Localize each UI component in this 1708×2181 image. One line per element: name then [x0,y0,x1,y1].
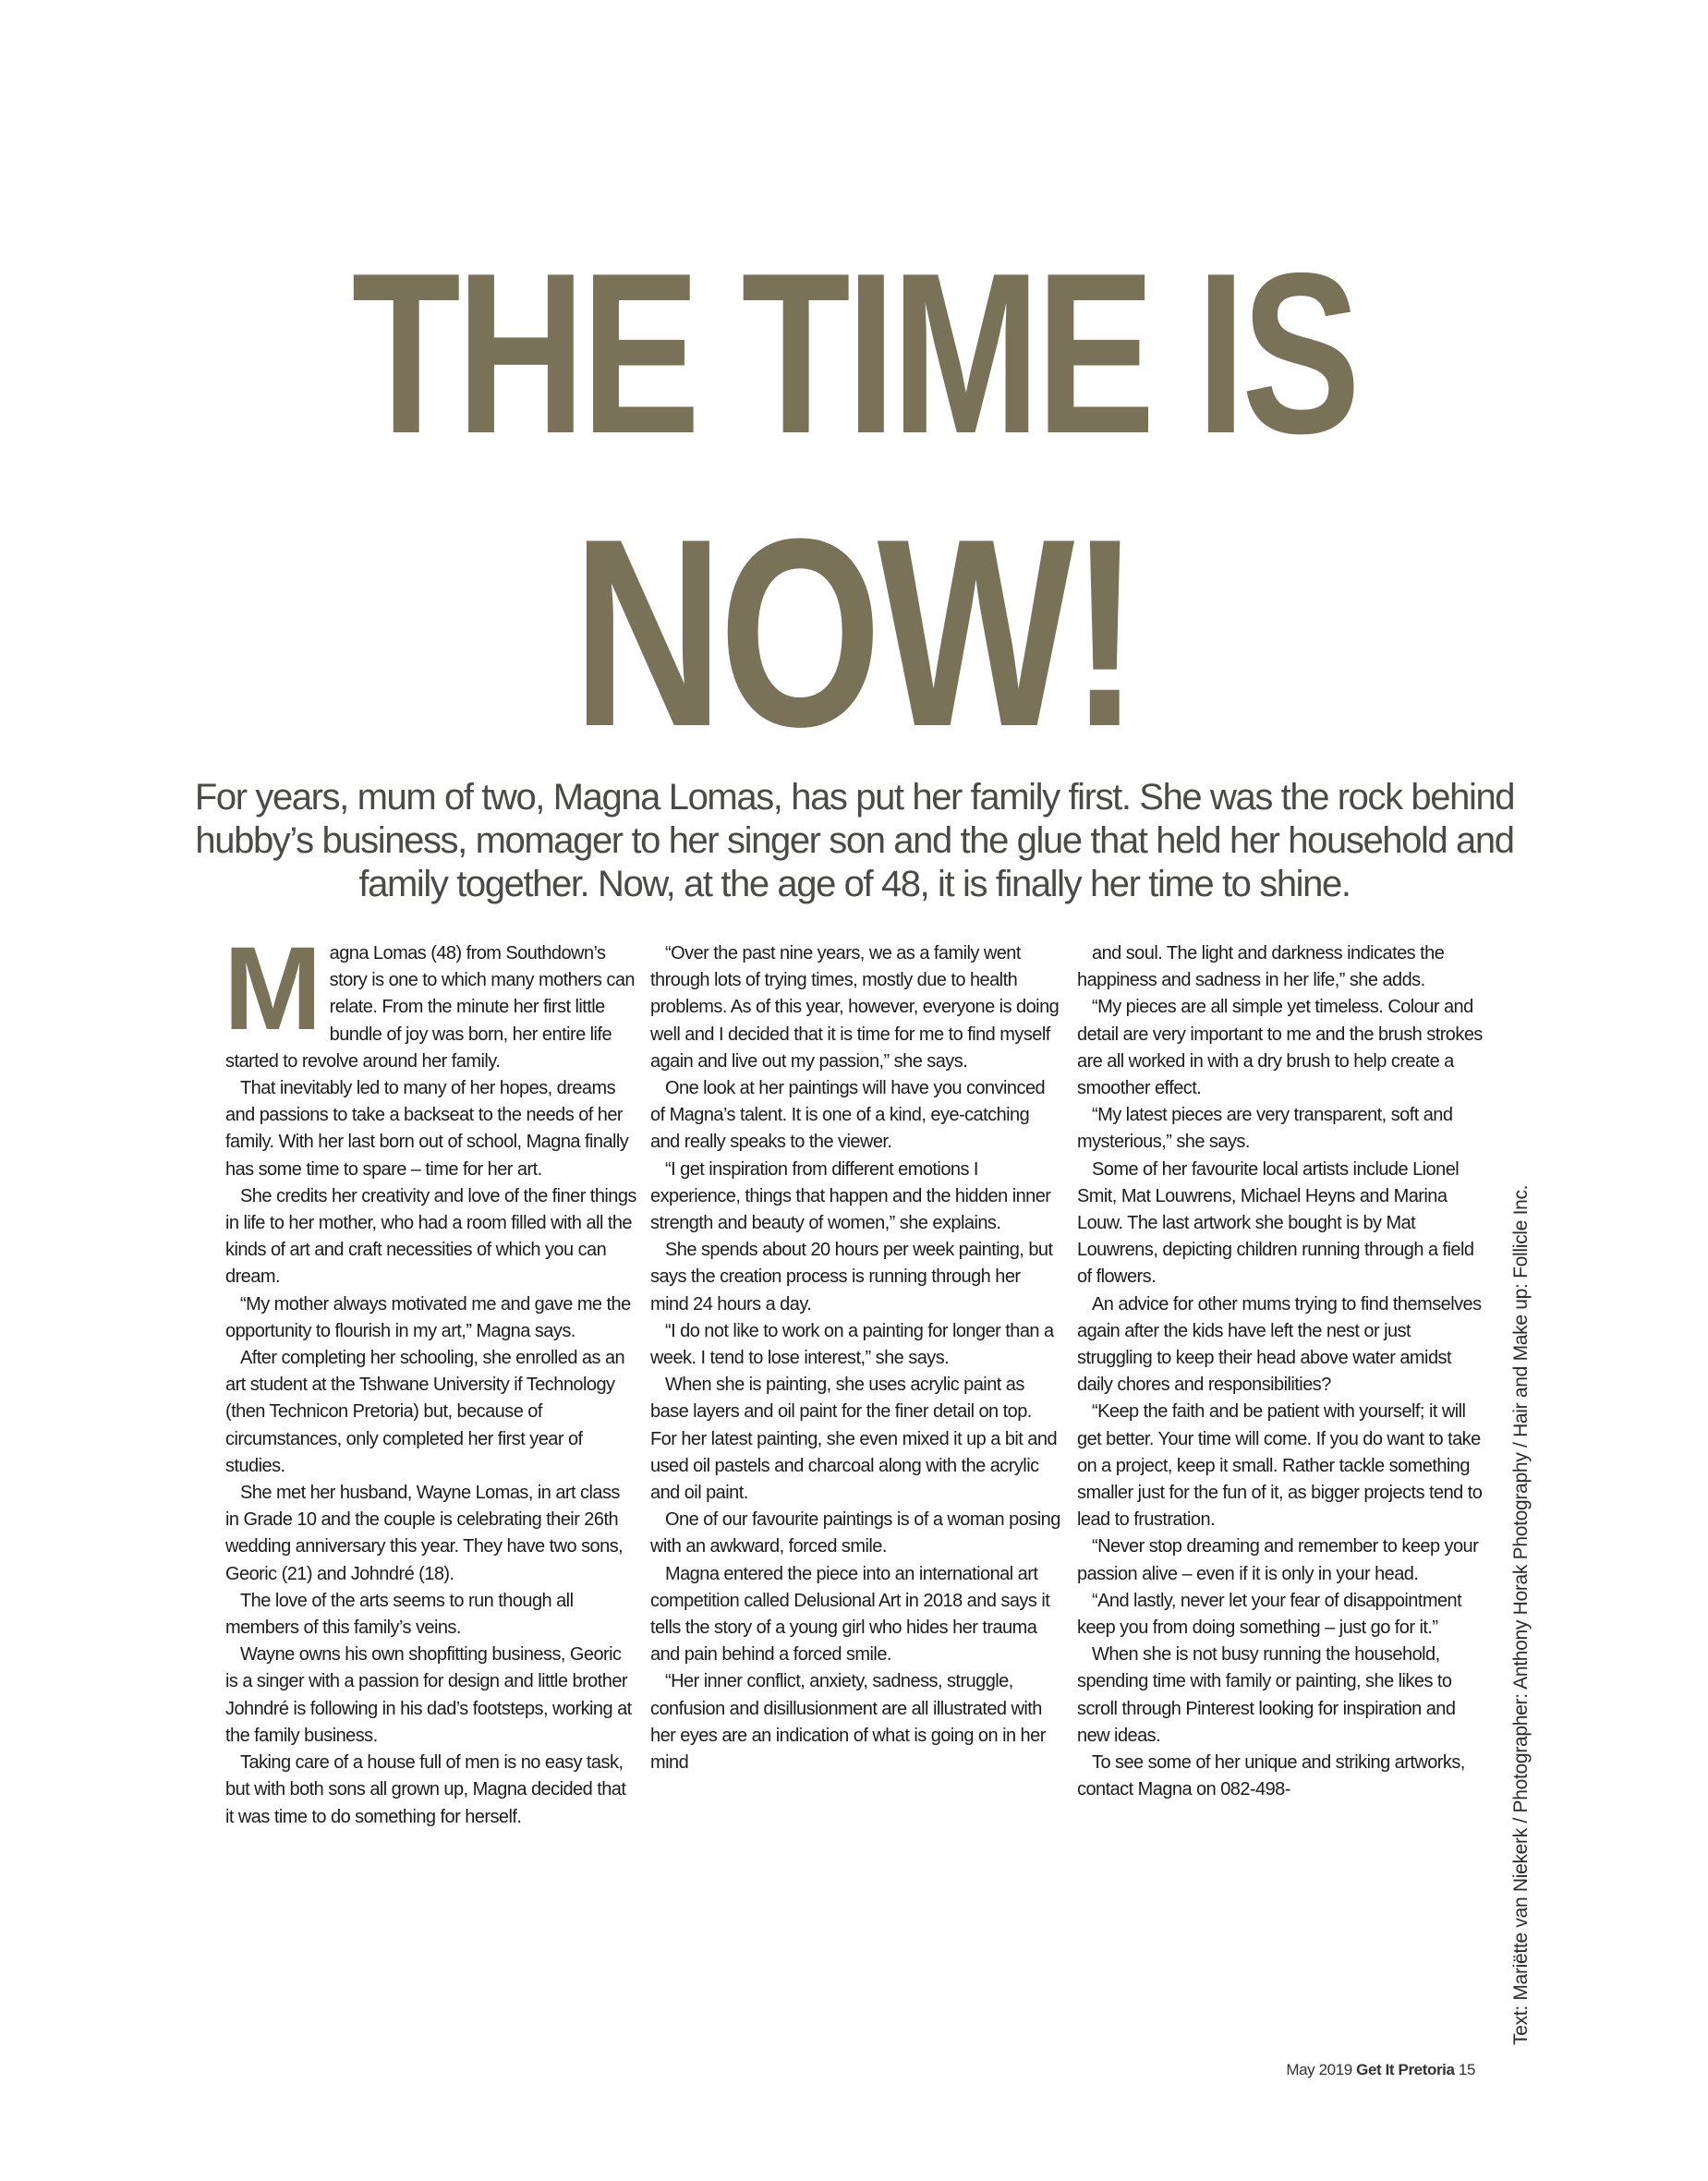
paragraph: Taking care of a house full of men is no easy task, but with both sons all grown up, Magna decided that it was time to do something for herself. [225,1752,626,1827]
paragraph: “Over the past nine years, we as a family went through lots of trying times, mostly due to health problems. As of this year, however, everyone is doing well and I decided that it is time for me to find myself again and live out my passion,” she says. [650,943,1060,1072]
paragraph: Wayne owns his own shopfitting business, Georic is a singer with a passion for design and little brother Johndré is following in his dad’s footsteps, working at the family business. [225,1644,632,1746]
footer-date: May 2019 [1286,2061,1352,2078]
paragraph: and soul. The light and darkness indicates the happiness and sadness in her life,” she adds. [1077,943,1445,991]
standfirst: For years, mum of two, Magna Lomas, has put her family first. She was the rock behind hubby’s business, momager to her singer son and the glue that held her household and family together. Now, at the age of 48, it is finally her time to shine. [194,777,1515,904]
headline-line-2: NOW! [572,483,1136,782]
headline-line-1: THE TIME IS [351,224,1357,481]
paragraph: Some of her favourite local artists include Lionel Smit, Mat Louwrens, Michael Heyns and Marina Louw. The last artwork she bought is by Mat Louwrens, depicting children running through a field of flowers. [1077,1158,1474,1288]
paragraph: When she is not busy running the household, spending time with family or painting, she likes to scroll through Pinterest looking for inspiration and new ideas. [1077,1644,1456,1746]
paragraph: To see some of her unique and striking artworks, contact Magna on 082-498- [1077,1752,1465,1800]
paragraph: “My mother always motivated me and gave me the opportunity to flourish in my art,” Magna says. [225,1293,631,1341]
paragraph: She spends about 20 hours per week painting, but says the creation process is running through her mind 24 hours a day. [650,1240,1053,1315]
page-footer [1286,2061,1475,2079]
drop-cap: M [224,923,321,1055]
paragraph: “My pieces are all simple yet timeless. Colour and detail are very important to me and the brush strokes are all worked in with a dry brush to help create a smoother effect. [1077,997,1483,1099]
paragraph: The love of the arts seems to run though all members of this family’s veins. [225,1590,574,1639]
paragraph: When she is painting, she uses acrylic paint as base layers and oil paint for the finer detail on top. For her latest painting, she even mixed it up a bit and used oil pastels and charcoal along with the acrylic and oil paint. [650,1375,1058,1504]
paragraph: “Her inner conflict, anxiety, sadness, struggle, confusion and disillusionment are all illustrated with her eyes are an indication of what is going on in her mind [650,1671,1046,1774]
paragraph: One of our favourite paintings is of a woman posing with an awkward, forced smile. [650,1509,1060,1557]
paragraph: An advice for other mums trying to find themselves again after the kids have left the nest or just struggling to keep their head above water amidst daily chores and responsibilities? [1077,1293,1482,1396]
article-column-1 [224,923,636,1831]
paragraph: Magna entered the piece into an international art competition called Delusional Art in 2018 and says it tells the story of a young girl who hides her trauma and pain behind a forced smile. [650,1563,1050,1666]
article-column-2 [650,940,1061,1776]
paragraph: “Never stop dreaming and remember to keep your passion alive – even if it is only in your head. [1077,1536,1479,1584]
paragraph: “I get inspiration from different emotions I experience, things that happen and the hidden inner strength and beauty of women,” she explains. [650,1158,1051,1234]
paragraph: She met her husband, Wayne Lomas, in art class in Grade 10 and the couple is celebrating their 26th wedding anniversary this year. They have two sons, Georic (21) and Johndré (18). [225,1483,624,1584]
paragraph: “I do not like to work on a painting for longer than a week. I tend to lose interest,” she says. [650,1320,1054,1369]
paragraph: She credits her creativity and love of the finer things in life to her mother, who had a room filled with all the kinds of art and craft necessities of which you can dream. [225,1185,636,1288]
photo-credit: Text: Mariëtte van Niekerk / Photographer: Anthony Horak Photography / Hair and Make up: Follicle Inc. [1510,1184,1532,2045]
paragraph: “Keep the faith and be patient with yourself; it will get better. Your time will come. If you do want to take on a project, keep it small. Rather tackle something smaller just for the fun of it, as bigger projects tend to lead to frustration. [1077,1401,1483,1531]
paragraph: One look at her paintings will have you convinced of Magna’s talent. It is one of a kind, eye-catching and really speaks to the viewer. [650,1078,1046,1153]
paragraph: “My latest pieces are very transparent, soft and mysterious,” she says. [1077,1105,1453,1153]
article-column-3 [1077,940,1488,1804]
paragraph: After completing her schooling, she enrolled as an art student at the Tshwane University if Technology (then Technicon Pretoria) but, because of circumstances, only completed her first year of studies. [225,1348,625,1476]
footer-publication: Get It Pretoria [1356,2061,1455,2078]
paragraph: That inevitably led to many of her hopes, dreams and passions to take a backseat to the needs of her family. With her last born out of school, Magna finally has some time to spare – time for her art. [225,1078,629,1180]
paragraph: agna Lomas (48) from Southdown’s story is one to which many mothers can relate. From the minute her first little bundle of joy was born, her entire life started to revolve around her family. [225,943,635,1072]
paragraph: “And lastly, never let your fear of disappointment keep you from doing something – just go for it.” [1077,1590,1462,1639]
page-number: 15 [1458,2061,1475,2078]
